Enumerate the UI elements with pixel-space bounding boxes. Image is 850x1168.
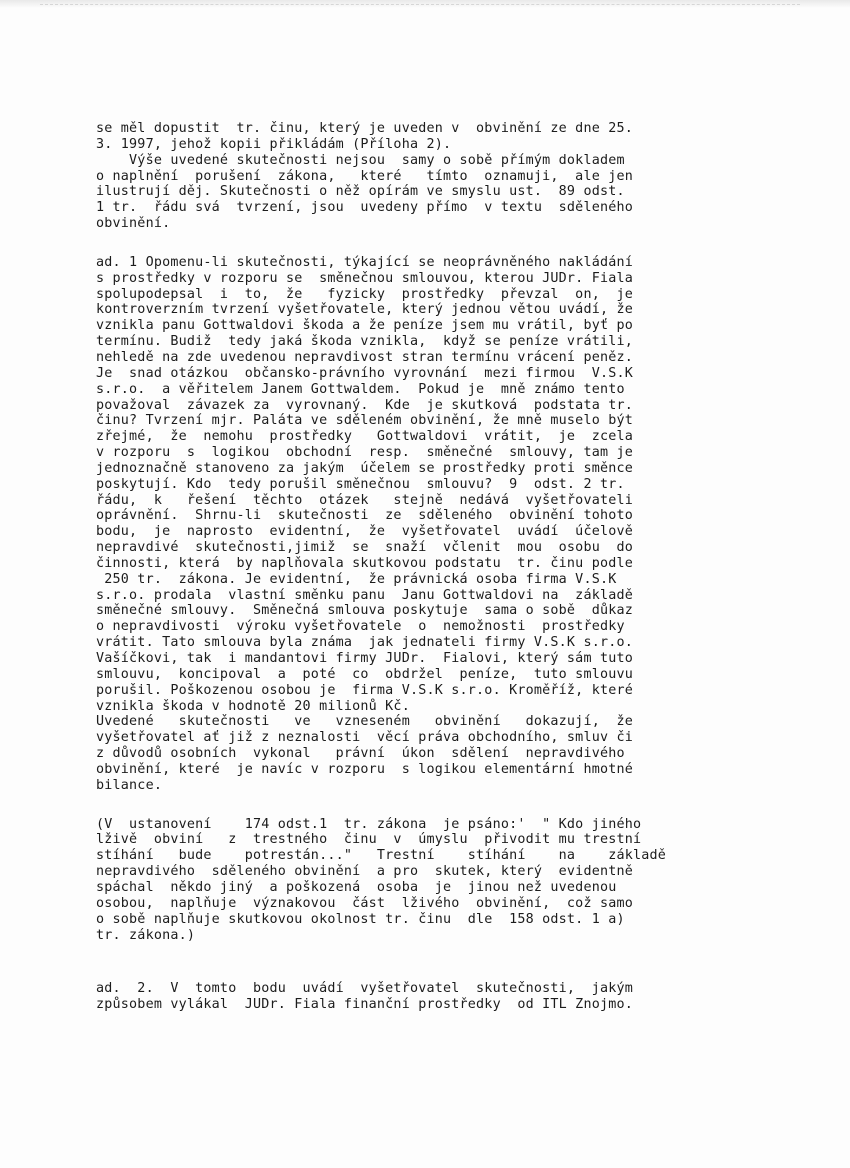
text-line: poskytují. Kdo tedy porušil směnečnou smlouvu? 9 odst. 2 tr. [96,476,625,492]
text-line: o nepravdivosti výroku vyšetřovatele o nemožnosti prostředky [96,619,625,635]
text-line: ilustrují děj. Skutečnosti o něž opírám ve smyslu ust. 89 odst. [96,184,625,200]
text-line: 3. 1997, jehož kopii přikládám (Příloha 2). [96,136,452,152]
text-line: spolupodepsal i to, že fyzicky prostředky převzal on, je [96,286,634,302]
text-line: oprávnění. Shrnu-li skutečnosti ze sděleného obvinění tohoto [96,508,634,524]
text-line: způsobem vylákal JUDr. Fiala finanční prostředky od ITL Znojmo. [96,997,634,1013]
text-line: osobou, naplňuje význakovou část lživého obvinění, což samo [96,895,634,911]
paragraph-gap [96,794,756,817]
paragraph-ad-2 [96,981,756,1013]
text-line: činnosti, která by naplňovala skutkovou podstatu tr. činu podle [96,555,634,571]
text-line: řádu, k řešení těchto otázek stejně nedává vyšetřovateli [96,492,634,508]
text-line: ad. 2. V tomto bodu uvádí vyšetřovatel skutečnosti, jakým [96,981,634,997]
text-line: o naplnění porušení zákona, které tímto oznamuji, ale jen [96,168,634,184]
text-line: směnečné smlouvy. Směnečná smlouva poskytuje sama o sobě důkaz [96,603,634,619]
text-line: ad. 1 Opomenu-li skutečnosti, týkající se neoprávněného nakládání [96,254,634,270]
text-line: obvinění. [96,216,171,232]
text-line: lživě obviní z trestného činu v úmyslu přivodit mu trestní [96,832,642,848]
text-line: vznikla škoda v hodnotě 20 milionů Kč. [96,698,410,714]
text-line: Uvedené skutečnosti ve vzneseném obvinění dokazují, že [96,714,634,730]
text-line: nehledě na zde uvedenou nepravdivost stran termínu vrácení peněz. [96,349,634,365]
text-line: 250 tr. zákona. Je evidentní, že právnická osoba firma V.S.K [96,571,617,587]
text-line: spáchal někdo jiný a poškozená osoba je jinou než uvedenou [96,879,617,895]
text-line: vyšetřovatel ať již z neznalosti věcí práva obchodního, smluv či [96,730,634,746]
text-line: o sobě naplňuje skutkovou okolnost tr. činu dle 158 odst. 1 a) [96,911,625,927]
text-line: s.r.o. prodala vlastní směnku panu Janu Gottwaldovi na základě [96,587,634,603]
paragraph-law-citation [96,817,756,944]
paragraph-gap [96,943,756,981]
text-line: činu? Tvrzení mjr. Paláta ve sděleném obvinění, že mně muselo být [96,413,634,429]
text-line: Je snad otázkou občansko-právního vyrovnání mezi firmou V.S.K [96,365,634,381]
text-line: vrátit. Tato smlouva byla známa jak jednateli firmy V.S.K s.r.o. [96,635,634,651]
text-line: vznikla panu Gottwaldovi škoda a že peníze jsem mu vrátil, byť po [96,318,634,334]
text-line: porušil. Poškozenou osobou je firma V.S.K s.r.o. Kroměříž, které [96,682,634,698]
text-line: (V ustanovení 174 odst.1 tr. zákona je psáno:' " Kdo jiného [96,816,642,832]
text-line: kontroverzním tvrzení vyšetřovatele, který jednou větou uvádí, že [96,302,634,318]
text-line: obvinění, které je navíc v rozporu s logikou elementární hmotné [96,761,634,777]
paragraph-gap [96,232,756,255]
paragraph-ad-1 [96,255,756,794]
text-line: v rozporu s logikou obchodní resp. směnečné smlouvy, tam je [96,445,634,461]
scan-noise-line [40,4,800,7]
text-line: tr. zákona.) [96,927,196,943]
text-line: z důvodů osobních vykonal právní úkon sdělení nepravdivého [96,746,625,762]
text-line: považoval závazek za vyrovnaný. Kde je skutková podstata tr. [96,397,634,413]
text-line: se měl dopustit tr. činu, který je uveden v obvinění ze dne 25. [96,121,634,136]
text-line: jednoznačně stanoveno za jakým účelem se prostředky proti směnce [96,460,634,476]
text-line: stíhání bude potrestán..." Trestní stíhání na základě [96,848,667,864]
text-line: s prostředky v rozporu se směnečnou smlouvou, kterou JUDr. Fiala [96,270,634,286]
text-line: smlouvu, koncipoval a poté co obdržel peníze, tuto smlouvu [96,666,634,682]
paragraph-intro [96,121,756,232]
text-line: 1 tr. řádu svá tvrzení, jsou uvedeny přímo v textu sděleného [96,200,634,216]
text-line: nepravdivé skutečnosti,jimiž se snaží včlenit mou osobu do [96,540,634,556]
text-line: Vašíčkovi, tak i mandantovi firmy JUDr. Fialovi, který sám tuto [96,651,634,666]
text-line: bodu, je naprosto evidentní, že vyšetřovatel uvádí účelově [96,524,634,540]
text-line: termínu. Budiž tedy jaká škoda vznikla, když se peníze vrátili, [96,334,634,350]
text-line: nepravdivého sděleného obvinění a pro skutek, který evidentně [96,864,634,880]
document-body [96,121,756,1013]
text-line: bilance. [96,777,163,793]
text-line: Výše uvedené skutečnosti nejsou samy o sobě přímým dokladem [96,152,625,168]
text-line: s.r.o. a věřitelem Janem Gottwaldem. Pokud je mně známo tento [96,381,625,397]
text-line: zřejmé, že nemohu prostředky Gottwaldovi vrátit, je zcela [96,429,634,445]
